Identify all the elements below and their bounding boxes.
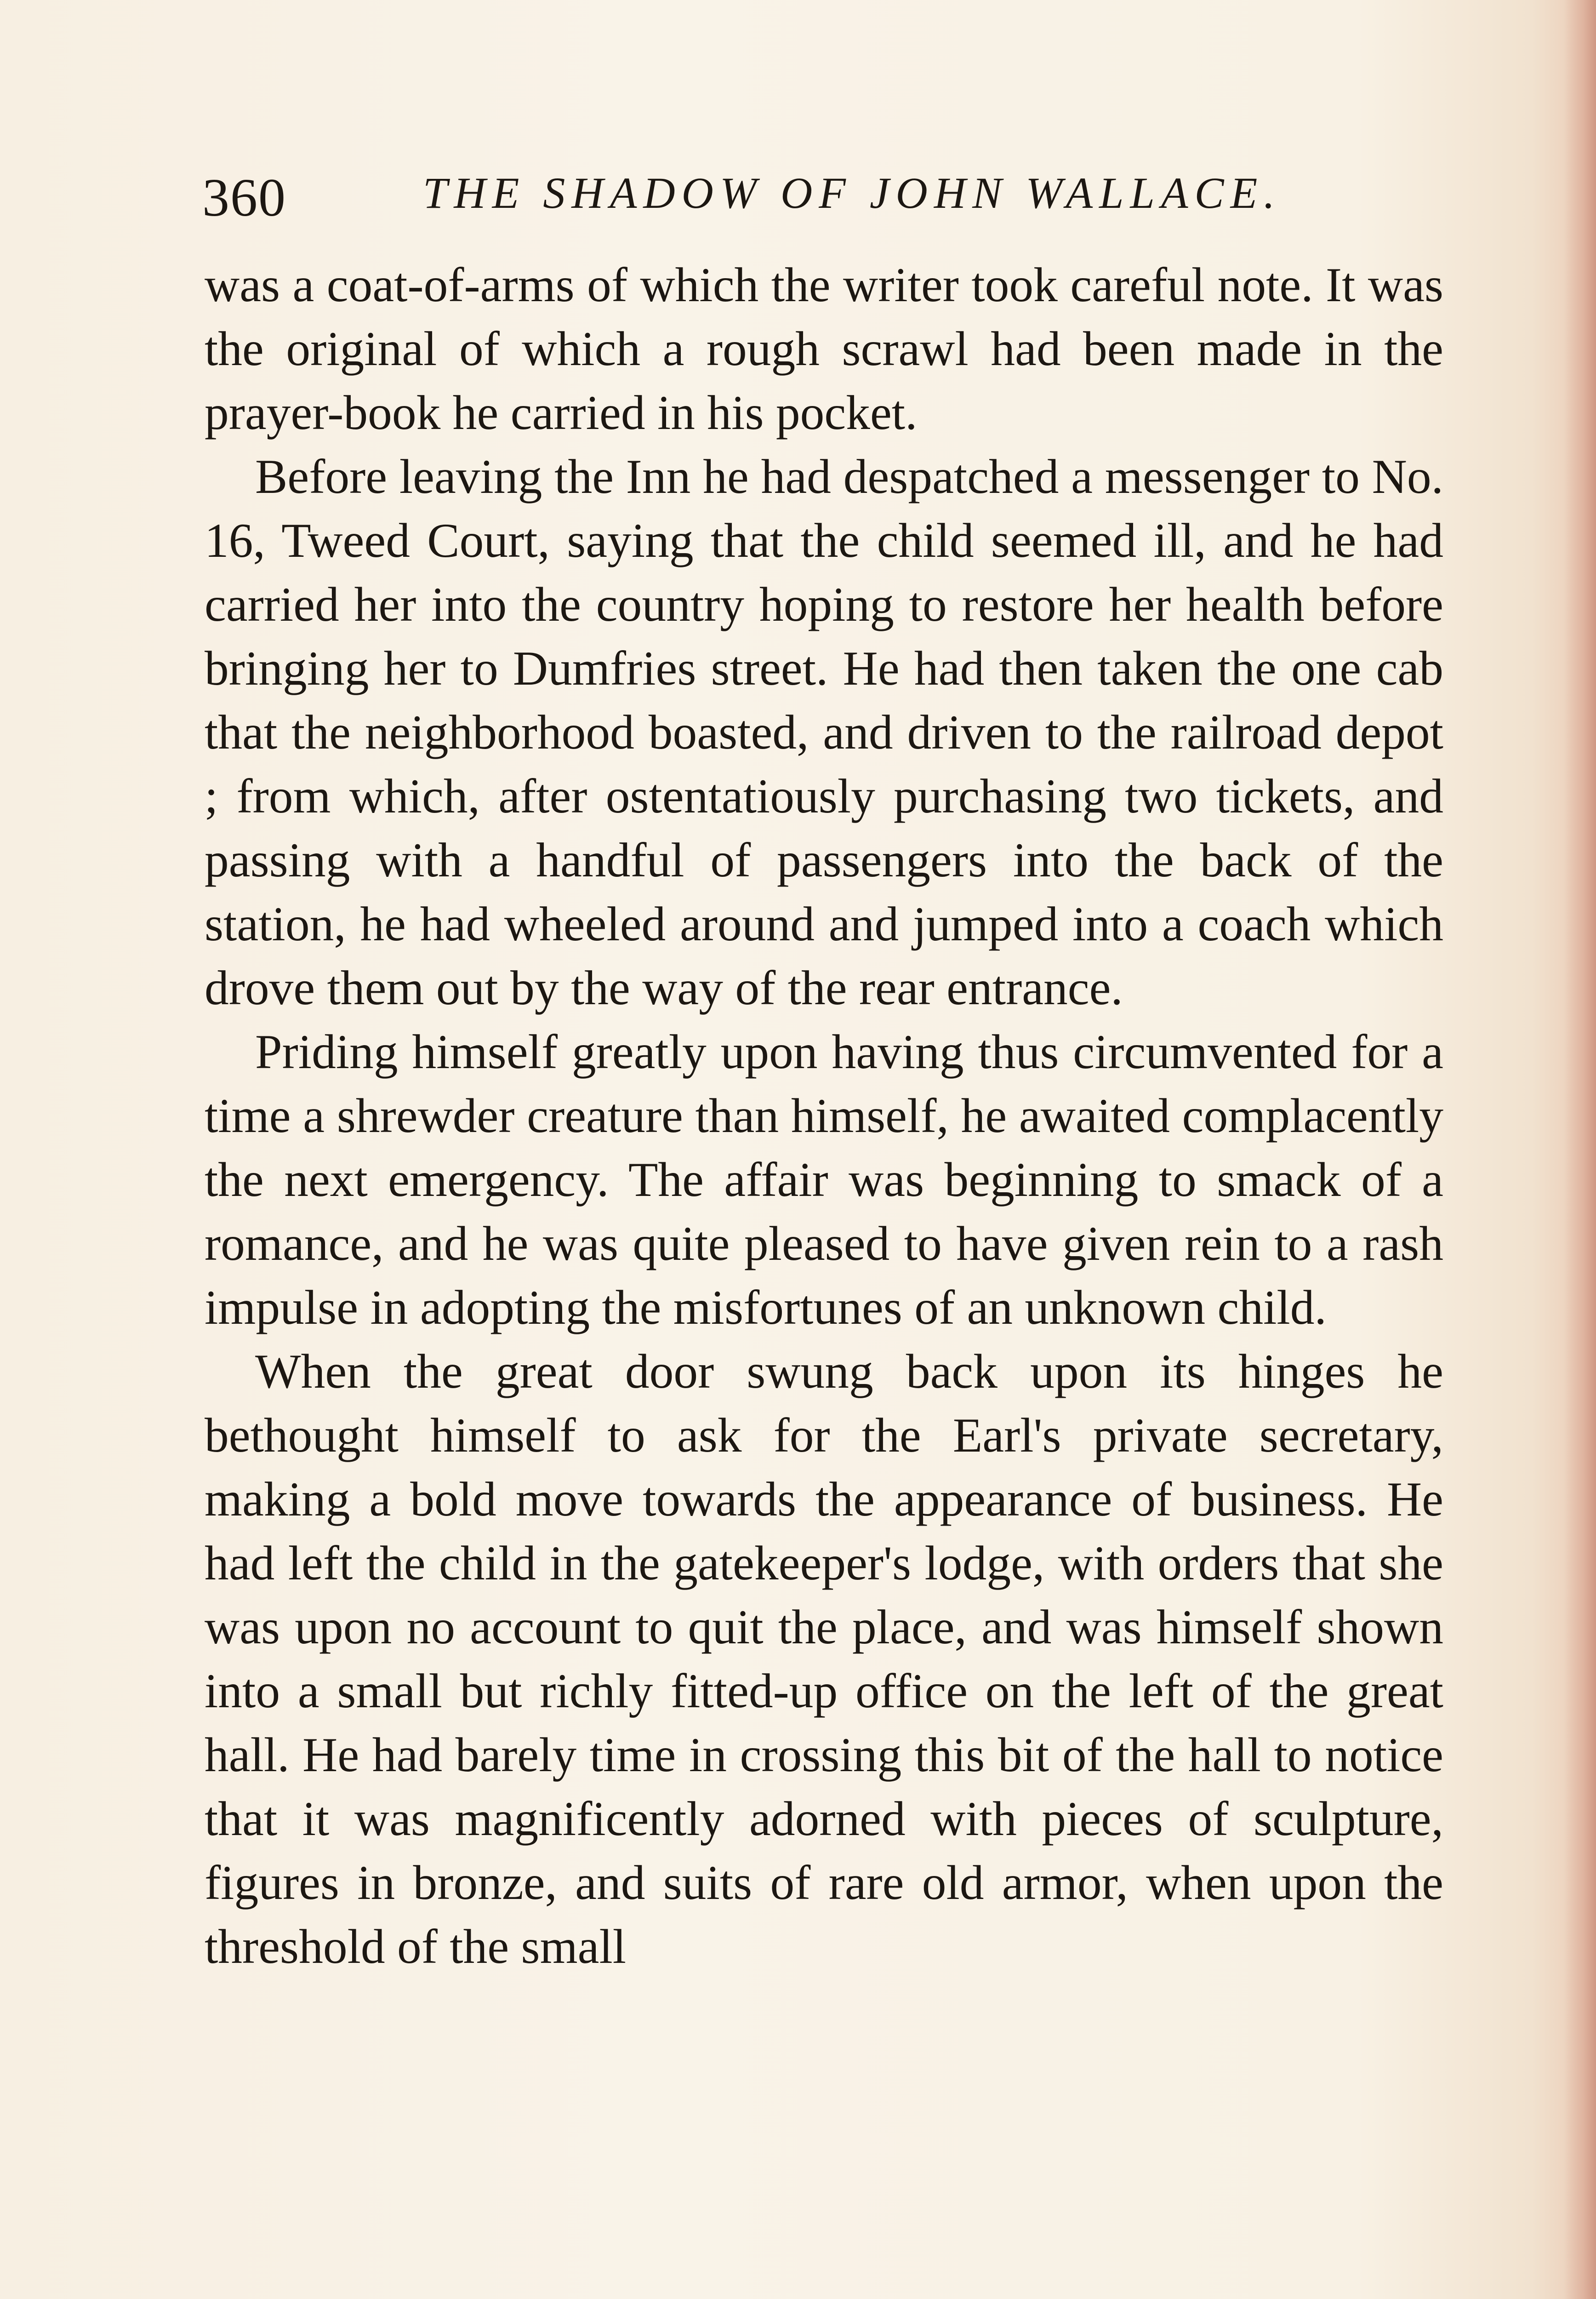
paragraph-continued: was a coat-of-arms of which the writer took careful note. It was the original of which a rough scrawl had been made in the prayer-book he carried in his pocket. bbox=[205, 258, 1443, 440]
running-title: THE SHADOW OF JOHN WALLACE. bbox=[423, 168, 1282, 217]
page-number: 360 bbox=[202, 167, 286, 228]
paragraph: When the great door swung back upon its hinges he bethought himself to ask for the Earl's private secretary, making a bold move towards the appearance of business. He had left the child in the gatekeeper's lodge, with orders that she was upon no account to quit the place, and was himself shown into a small but richly fitted-up office on the left of the great hall. He had barely time in crossing this bit of the hall to notice that it was magnificently adorned with pieces of sculpture, figures in bronze, and suits of rare old armor, when upon the threshold of the small bbox=[205, 1344, 1443, 1973]
paragraph: Before leaving the Inn he had despatched a messenger to No. 16, Tweed Court, saying that the child seemed ill, and he had carried her into the country hoping to restore her health before bringing her to Dumfries street. He had then taken the one cab that the neighborhood boasted, and driven to the railroad depot ; from which, after ostentatiously purchasing two tickets, and passing with a handful of passengers into the back of the station, he had wheeled around and jumped into a coach which drove them out by the way of the rear entrance. bbox=[205, 450, 1443, 1015]
page-header bbox=[202, 163, 1453, 232]
body-text bbox=[205, 253, 1443, 2299]
page-edge-shading bbox=[1564, 0, 1596, 2299]
paragraph: Priding himself greatly upon having thus circumvented for a time a shrewder creature than himself, he awaited complacently the next emergency. The affair was beginning to smack of a romance, and he was quite pleased to have given rein to a rash impulse in adopting the misfortunes of an unknown child. bbox=[205, 1025, 1443, 1334]
